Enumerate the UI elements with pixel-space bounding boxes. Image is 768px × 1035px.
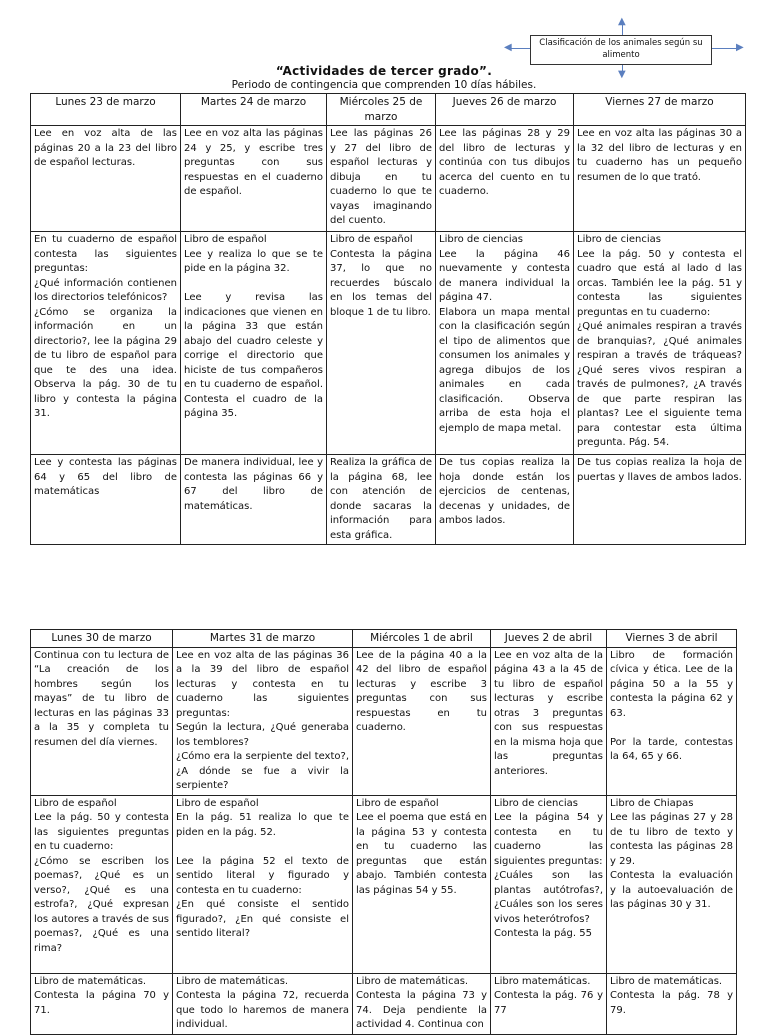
day-header: Jueves 26 de marzo	[436, 94, 574, 126]
activity-text: De manera individual, lee y contesta las páginas 66 y 67 del libro de matemáticas.	[184, 457, 323, 512]
activity-text: De tus copias realiza la hoja de puertas y llaves de ambos lados.	[577, 457, 742, 483]
mind-map-center-box: Clasificación de los animales según su alimento	[530, 35, 712, 65]
activity-text: Lee en voz alta de las páginas 20 a la 23 del libro de español lecturas.	[34, 128, 177, 168]
table-row	[31, 232, 746, 455]
activity-cell	[181, 126, 327, 232]
arrow-down-icon: ▼	[618, 69, 626, 80]
activity-cell	[327, 126, 436, 232]
page-title: “Actividades de tercer grado”.	[275, 64, 493, 78]
activity-cell	[574, 126, 746, 232]
schedule-table-week1	[30, 93, 746, 545]
activity-text: Lee en voz alta de las páginas 36 a la 39 del libro de español lecturas y contesta en tu cuaderno las siguientes preguntas: Según la lectura, ¿Qué generaba los temblores? ¿Cómo era la serpiente del texto?, ¿A dónde se fue a vivir la serpiente?	[176, 649, 349, 791]
day-header: Viernes 27 de marzo	[574, 94, 746, 126]
activity-cell	[607, 973, 737, 1034]
activity-cell	[31, 455, 181, 545]
activity-text: Lee las páginas 26 y 27 del libro de español lecturas y dibuja en tu cuaderno lo que te vayas imaginando del cuento.	[330, 128, 432, 226]
activity-cell	[181, 455, 327, 545]
activity-text: Lee en voz alta de la página 43 a la 45 de tu libro de español lecturas y escribe otras 3 preguntas con sus respuestas en la misma hoja que las preguntas anteriores.	[494, 649, 603, 777]
activity-cell	[327, 232, 436, 455]
activity-text: Libro de español Lee la pág. 50 y contesta las siguientes preguntas en tu cuaderno: ¿Cómo se escriben los poemas?, ¿Qué es un verso?, ¿Qué es una estrofa?, ¿Qué expresan los autores a través de sus poemas?, ¿Qué es una rima?	[34, 797, 169, 954]
table-row	[31, 973, 737, 1034]
activity-text: Libro de español En la pág. 51 realiza lo que te piden en la pág. 52. Lee la página 52 el texto de sentido literal y figurado y contesta en tu cuaderno: ¿En qué consiste el sentido figurado?, ¿En qué consiste el sentido literal?	[176, 797, 349, 939]
table-row	[31, 795, 737, 973]
day-header: Jueves 2 de abril	[491, 630, 607, 648]
activity-cell	[353, 795, 491, 973]
activity-text: Libro de matemáticas. Contesta la página 72, recuerda que todo lo haremos de manera individual.	[176, 975, 349, 1030]
activity-text: Libro de Chiapas Lee las páginas 27 y 28 de tu libro de texto y contesta las páginas 28 y 29. Contesta la evaluación y la autoevaluación de las páginas 30 y 31.	[610, 797, 733, 910]
activity-cell	[574, 455, 746, 545]
activity-cell	[353, 647, 491, 795]
activity-text: Lee de la página 40 a la 42 del libro de español lecturas y escribe 3 preguntas con sus respuestas en tu cuaderno.	[356, 649, 487, 733]
activity-cell	[436, 232, 574, 455]
activity-text: Lee en voz alta las páginas 24 y 25, y escribe tres preguntas con sus respuestas en el cuaderno de español.	[184, 128, 323, 197]
arrow-up-icon: ▲	[618, 16, 626, 27]
activity-cell	[31, 795, 173, 973]
activity-text: En tu cuaderno de español contesta las siguientes preguntas: ¿Qué información contienen los directorios telefónicos? ¿Cómo se organiza la información en un directorio?, lee la página 29 de tu libro de español para que te des una idea. Observa la pág. 30 de tu libro y contesta la página 31.	[34, 234, 177, 419]
activity-cell	[327, 455, 436, 545]
activity-cell	[353, 973, 491, 1034]
activity-text: Libro de ciencias Lee la página 46 nuevamente y contesta de manera individual la página 47. Elabora un mapa mental con la clasificación según el tipo de alimentos que consumen los animales y agrega dibujos de los animales en cada clasificación. Observa arriba de esta hoja el ejemplo de mapa metal.	[439, 234, 570, 434]
table-row	[31, 126, 746, 232]
activity-cell	[607, 647, 737, 795]
activity-text: Libro de matemáticas. Contesta la pág. 78 y 79.	[610, 975, 733, 1016]
activity-cell	[491, 795, 607, 973]
activity-text: Libro de matemáticas. Contesta la página 70 y 71.	[34, 975, 169, 1016]
activity-cell	[173, 973, 353, 1034]
activity-cell	[436, 455, 574, 545]
activity-cell	[31, 973, 173, 1034]
table-header-row	[31, 94, 746, 126]
activity-text: Libro de español Lee el poema que está en la página 53 y contesta en tu cuaderno las preguntas que están abajo. También contesta las páginas 54 y 55.	[356, 797, 487, 896]
activity-cell	[607, 795, 737, 973]
arrow-left-icon: ◀	[504, 42, 512, 53]
day-header: Martes 24 de marzo	[181, 94, 327, 126]
activity-cell	[31, 647, 173, 795]
activity-text: Libro de formación cívica y ética. Lee de la página 50 a la 55 y contesta la página 62 y 63. Por la tarde, contestas la 64, 65 y 66.	[610, 649, 733, 762]
activity-text: Continua con tu lectura de “La creación de los hombres según los mayas” de tu libro de lecturas en las páginas 33 a la 35 y completa tu resumen del día viernes.	[34, 649, 169, 748]
table-header-row	[31, 630, 737, 648]
day-header: Martes 31 de marzo	[173, 630, 353, 648]
day-header: Lunes 23 de marzo	[31, 94, 181, 126]
activity-cell	[436, 126, 574, 232]
activity-cell	[181, 232, 327, 455]
activity-text: Libro matemáticas. Contesta la pág. 76 y 77	[494, 975, 603, 1016]
activity-cell	[31, 232, 181, 455]
activity-text: Lee y contesta las páginas 64 y 65 del libro de matemáticas	[34, 457, 177, 497]
activity-text: Lee en voz alta las páginas 30 a la 32 del libro de lecturas y en tu cuaderno has un pequeño resumen de lo que trató.	[577, 128, 742, 183]
table-row	[31, 647, 737, 795]
activity-text: Realiza la gráfica de la página 68, lee con atención de donde sacaras la información para esta gráfica.	[330, 457, 432, 541]
activity-cell	[173, 647, 353, 795]
schedule-table-week2	[30, 629, 737, 1035]
activity-cell	[491, 647, 607, 795]
activity-cell	[173, 795, 353, 973]
activity-text: Libro de ciencias Lee la pág. 50 y contesta el cuadro que está al lado d las orcas. También lee la pág. 51 y contesta las siguientes preguntas en tu cuaderno: ¿Qué animales respiran a través de branquias?, ¿Qué animales respiran a través de tráqueas? ¿Qué seres vivos respiran a través de pulmones?, ¿A través de que parte respiran las plantas? Lee el siguiente tema para contestar esta última pregunta. Pág. 54.	[577, 234, 742, 448]
activity-text: Libro de español Lee y realiza lo que se te pide en la página 32. Lee y revisa las indicaciones que vienen en la página 33 que están abajo del cuadro celeste y corrige el directorio que hiciste de tus compañeros en tu cuaderno de español. Contesta el cuadro de la página 35.	[184, 234, 323, 419]
table-row	[31, 455, 746, 545]
activity-cell	[31, 126, 181, 232]
day-header: Miércoles 1 de abril	[353, 630, 491, 648]
activity-text: Lee las páginas 28 y 29 del libro de lecturas y continúa con tus dibujos acerca del cuento en tu cuaderno.	[439, 128, 570, 197]
activity-text: Libro de ciencias Lee la página 54 y contesta en tu cuaderno las siguientes preguntas: ¿Cuáles son las plantas autótrofas?, ¿Cuáles son los seres vivos heterótrofos? Contesta la pág. 55	[494, 797, 603, 939]
page-subtitle: Periodo de contingencia que comprenden 10 días hábiles.	[231, 79, 537, 91]
day-header: Miércoles 25 de marzo	[327, 94, 436, 126]
activity-text: Libro de español Contesta la página 37, lo que no recuerdes búscalo en los temas del bloque 1 de tu libro.	[330, 234, 432, 318]
arrow-right-icon: ▶	[736, 42, 744, 53]
activity-text: De tus copias realiza la hoja donde están los ejercicios de centenas, decenas y unidades, de ambos lados.	[439, 457, 570, 526]
activity-cell	[491, 973, 607, 1034]
day-header: Lunes 30 de marzo	[31, 630, 173, 648]
activity-cell	[574, 232, 746, 455]
activity-text: Libro de matemáticas. Contesta la página 73 y 74. Deja pendiente la actividad 4. Continua con	[356, 975, 487, 1030]
day-header: Viernes 3 de abril	[607, 630, 737, 648]
